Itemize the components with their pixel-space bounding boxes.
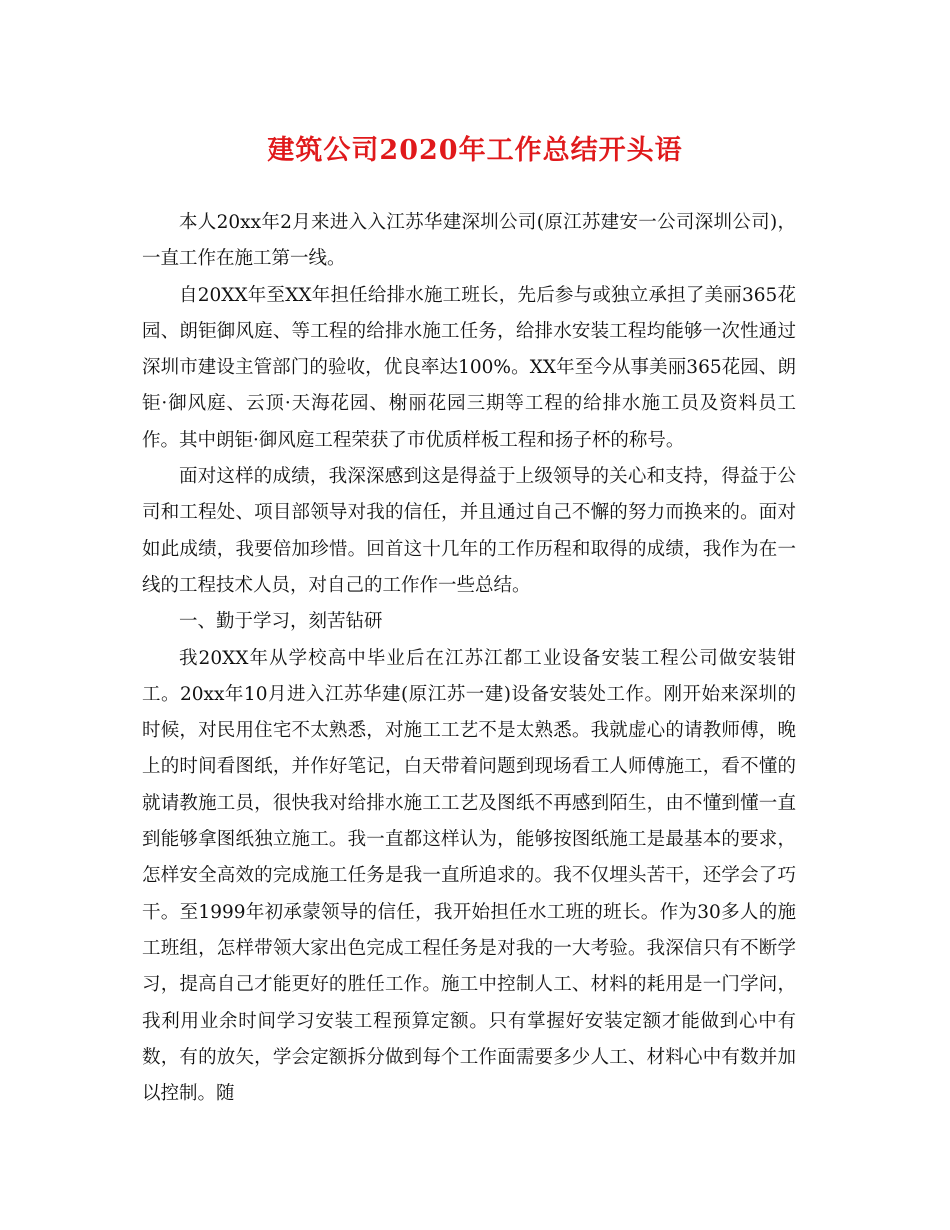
paragraph-study: 我20XX年从学校高中毕业后在江苏江都工业设备安装工程公司做安装钳工。20xx年10月进入江苏华建(原江苏一建)设备安装处工作。刚开始来深圳的时候，对民用住宅不太熟悉，对施工工艺不是太熟悉。我就虚心的请教师傅，晚上的时间看图纸，并作好笔记，白天带着问题到现场看工人师傅施工，看不懂的就请教施工员，很快我对给排水施工工艺及图纸不再感到陌生，由不懂到懂一直到能够拿图纸独立施工。我一直都这样认为，能够按图纸施工是最基本的要求，怎样安全高效的完成施工任务是我一直所追求的。我不仅埋头苦干，还学会了巧干。至1999年初承蒙领导的信任，我开始担任水工班的班长。作为30多人的施工班组，怎样带领大家出色完成工程任务是对我的一大考验。我深信只有不断学习，提高自己才能更好的胜任工作。施工中控制人工、材料的耗用是一门学问，我利用业余时间学习安装工程预算定额。只有掌握好安装定额才能做到心中有数，有的放矢，学会定额拆分做到每个工作面需要多少人工、材料心中有数并加以控制。随 (142, 647, 796, 1105)
document-body (142, 205, 796, 1112)
document-title: 建筑公司2020年工作总结开头语 (267, 135, 683, 166)
paragraph-experience: 自20XX年至XX年担任给排水施工班长，先后参与或独立承担了美丽365花园、朗钜御风庭、等工程的给排水施工任务，给排水安装工程均能够一次性通过深圳市建设主管部门的验收，优良率达100%。XX年至今从事美丽365花园、朗钜·御风庭、云顶·天海花园、榭丽花园三期等工程的给排水施工员及资料员工作。其中朗钜·御风庭工程荣获了市优质样板工程和扬子杯的称号。 (142, 284, 796, 451)
paragraph-intro: 本人20xx年2月来进入入江苏华建深圳公司(原江苏建安一公司深圳公司)，一直工作在施工第一线。 (142, 212, 796, 270)
paragraph-reflection: 面对这样的成绩，我深深感到这是得益于上级领导的关心和支持，得益于公司和工程处、项目部领导对我的信任，并且通过自己不懈的努力而换来的。面对如此成绩，我要倍加珍惜。回首这十几年的工作历程和取得的成绩，我作为在一线的工程技术人员，对自己的工作作一些总结。 (142, 466, 796, 596)
section-heading-study: 一、勤于学习，刻苦钻研 (179, 611, 383, 633)
